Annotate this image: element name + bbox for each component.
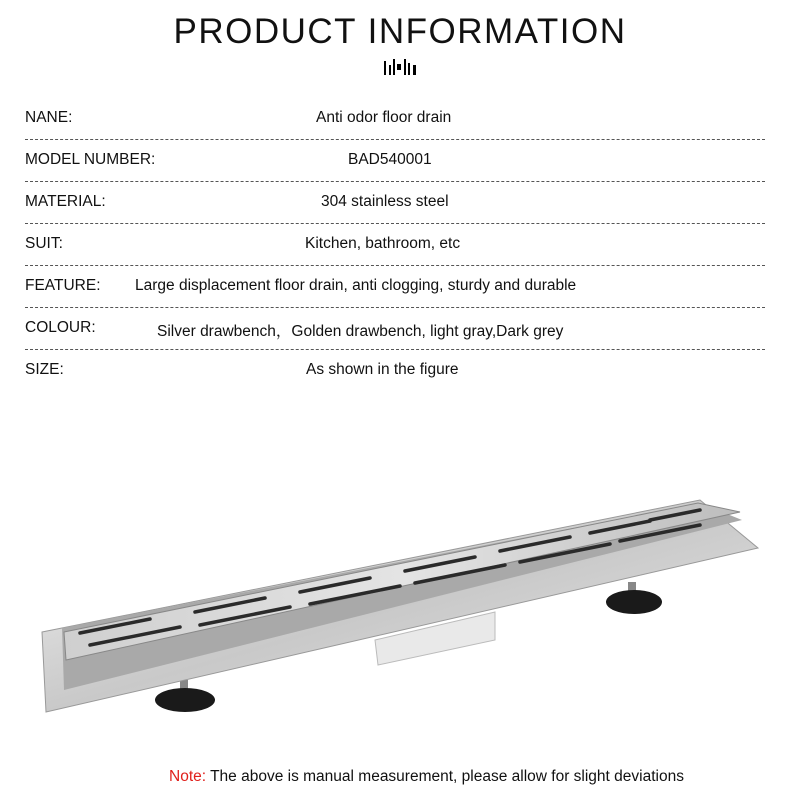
- row-label: FEATURE:: [25, 277, 101, 294]
- row-label: MODEL NUMBER:: [25, 151, 156, 168]
- row-value: Kitchen, bathroom, etc: [305, 235, 461, 252]
- row-label: SUIT:: [25, 235, 63, 252]
- note-text: The above is manual measurement, please allow for slight deviations: [206, 768, 684, 785]
- barcode-decoration-icon: [383, 58, 419, 76]
- page-title: PRODUCT INFORMATION: [173, 12, 627, 51]
- row-value: BAD540001: [348, 151, 432, 168]
- info-row-name: [0, 109, 800, 129]
- divider: [25, 307, 765, 308]
- row-value: Silver drawbench，Golden drawbench, light gray,Dark grey: [157, 323, 564, 340]
- note-prefix: Note:: [169, 768, 207, 785]
- row-value: As shown in the figure: [306, 361, 459, 378]
- divider: [25, 139, 765, 140]
- row-value: Anti odor floor drain: [316, 109, 452, 126]
- divider: [25, 223, 765, 224]
- row-value: 304 stainless steel: [321, 193, 449, 210]
- info-row-size: [0, 361, 800, 381]
- divider: [25, 349, 765, 350]
- info-row-colour: [0, 319, 800, 339]
- divider: [25, 265, 765, 266]
- info-row-model: [0, 151, 800, 171]
- info-row-material: [0, 193, 800, 213]
- row-label: COLOUR:: [25, 319, 96, 336]
- floor-drain-product-image: [0, 480, 800, 760]
- info-row-feature: [0, 277, 800, 297]
- row-label: MATERIAL:: [25, 193, 106, 210]
- row-label: SIZE:: [25, 361, 64, 378]
- row-value: Large displacement floor drain, anti clogging, sturdy and durable: [135, 277, 577, 294]
- row-label: NANE:: [25, 109, 73, 126]
- info-row-suit: [0, 235, 800, 255]
- measurement-note: [169, 768, 684, 786]
- divider: [25, 181, 765, 182]
